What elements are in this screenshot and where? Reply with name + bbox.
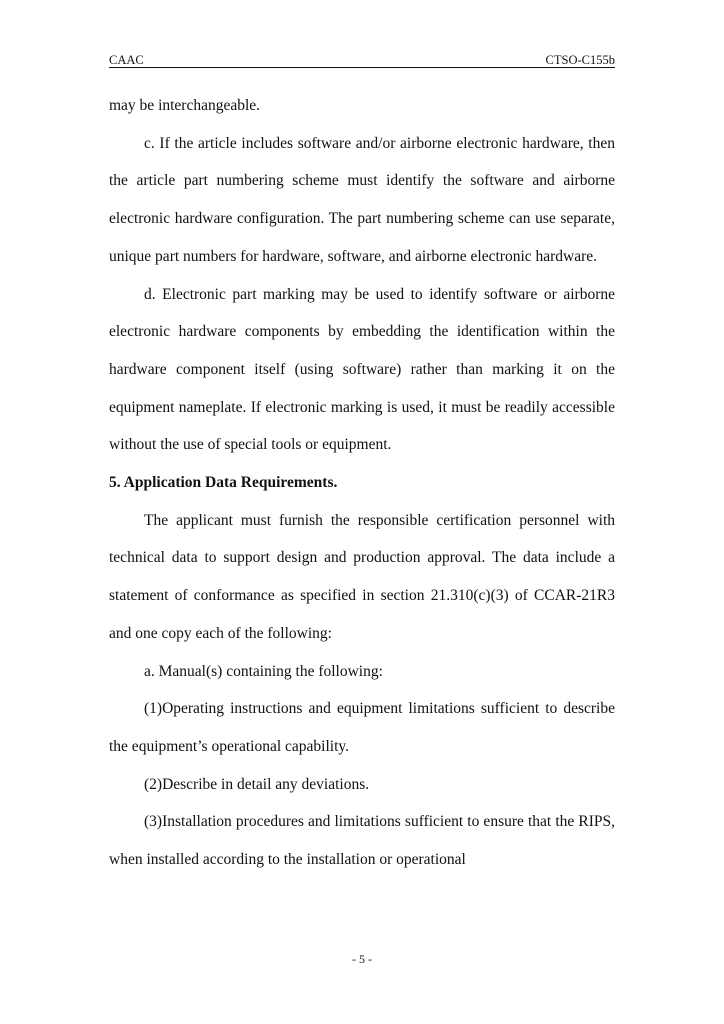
header-rule (109, 67, 615, 68)
page-number: - 5 - (352, 952, 372, 966)
paragraph-continuation: may be interchangeable. (109, 97, 261, 114)
header-org: CAAC (109, 53, 144, 67)
paragraph-subitem-2: (2)Describe in detail any deviations. (144, 775, 370, 793)
paragraph-application-data: The applicant must furnish the responsible certification personnel with technical data to support design and production approval. The data include a statement of conformance as specified in section 21.310(c)(3) of CCAR-21R3 and one copy each of the following: (109, 511, 615, 642)
paragraph-subitem-1: (1)Operating instructions and equipment limitations sufficient to describe the equipment’s operational capability. (109, 700, 615, 755)
paragraph-subitem-3: (3)Installation procedures and limitations sufficient to ensure that the RIPS, when installed according to the installation or operational (109, 813, 615, 869)
paragraph-item-c: c. If the article includes software and/or airborne electronic hardware, then the article part numbering scheme must identify the software and airborne electronic hardware configuration. The part numbering scheme can use separate, unique part numbers for hardware, software, and airborne electronic hardware. (109, 134, 615, 265)
paragraph-item-a: a. Manual(s) containing the following: (144, 662, 383, 680)
body-text (109, 87, 615, 879)
section-heading: 5. Application Data Requirements. (109, 474, 338, 492)
paragraph-item-d: d. Electronic part marking may be used to identify software or airborne electronic hardware components by embedding the identification within the hardware component itself (using software) rather than marking it on the equipment nameplate. If electronic marking is used, it must be readily accessible without the use of special tools or equipment. (109, 285, 615, 454)
header-doc-id: CTSO-C155b (545, 53, 615, 67)
